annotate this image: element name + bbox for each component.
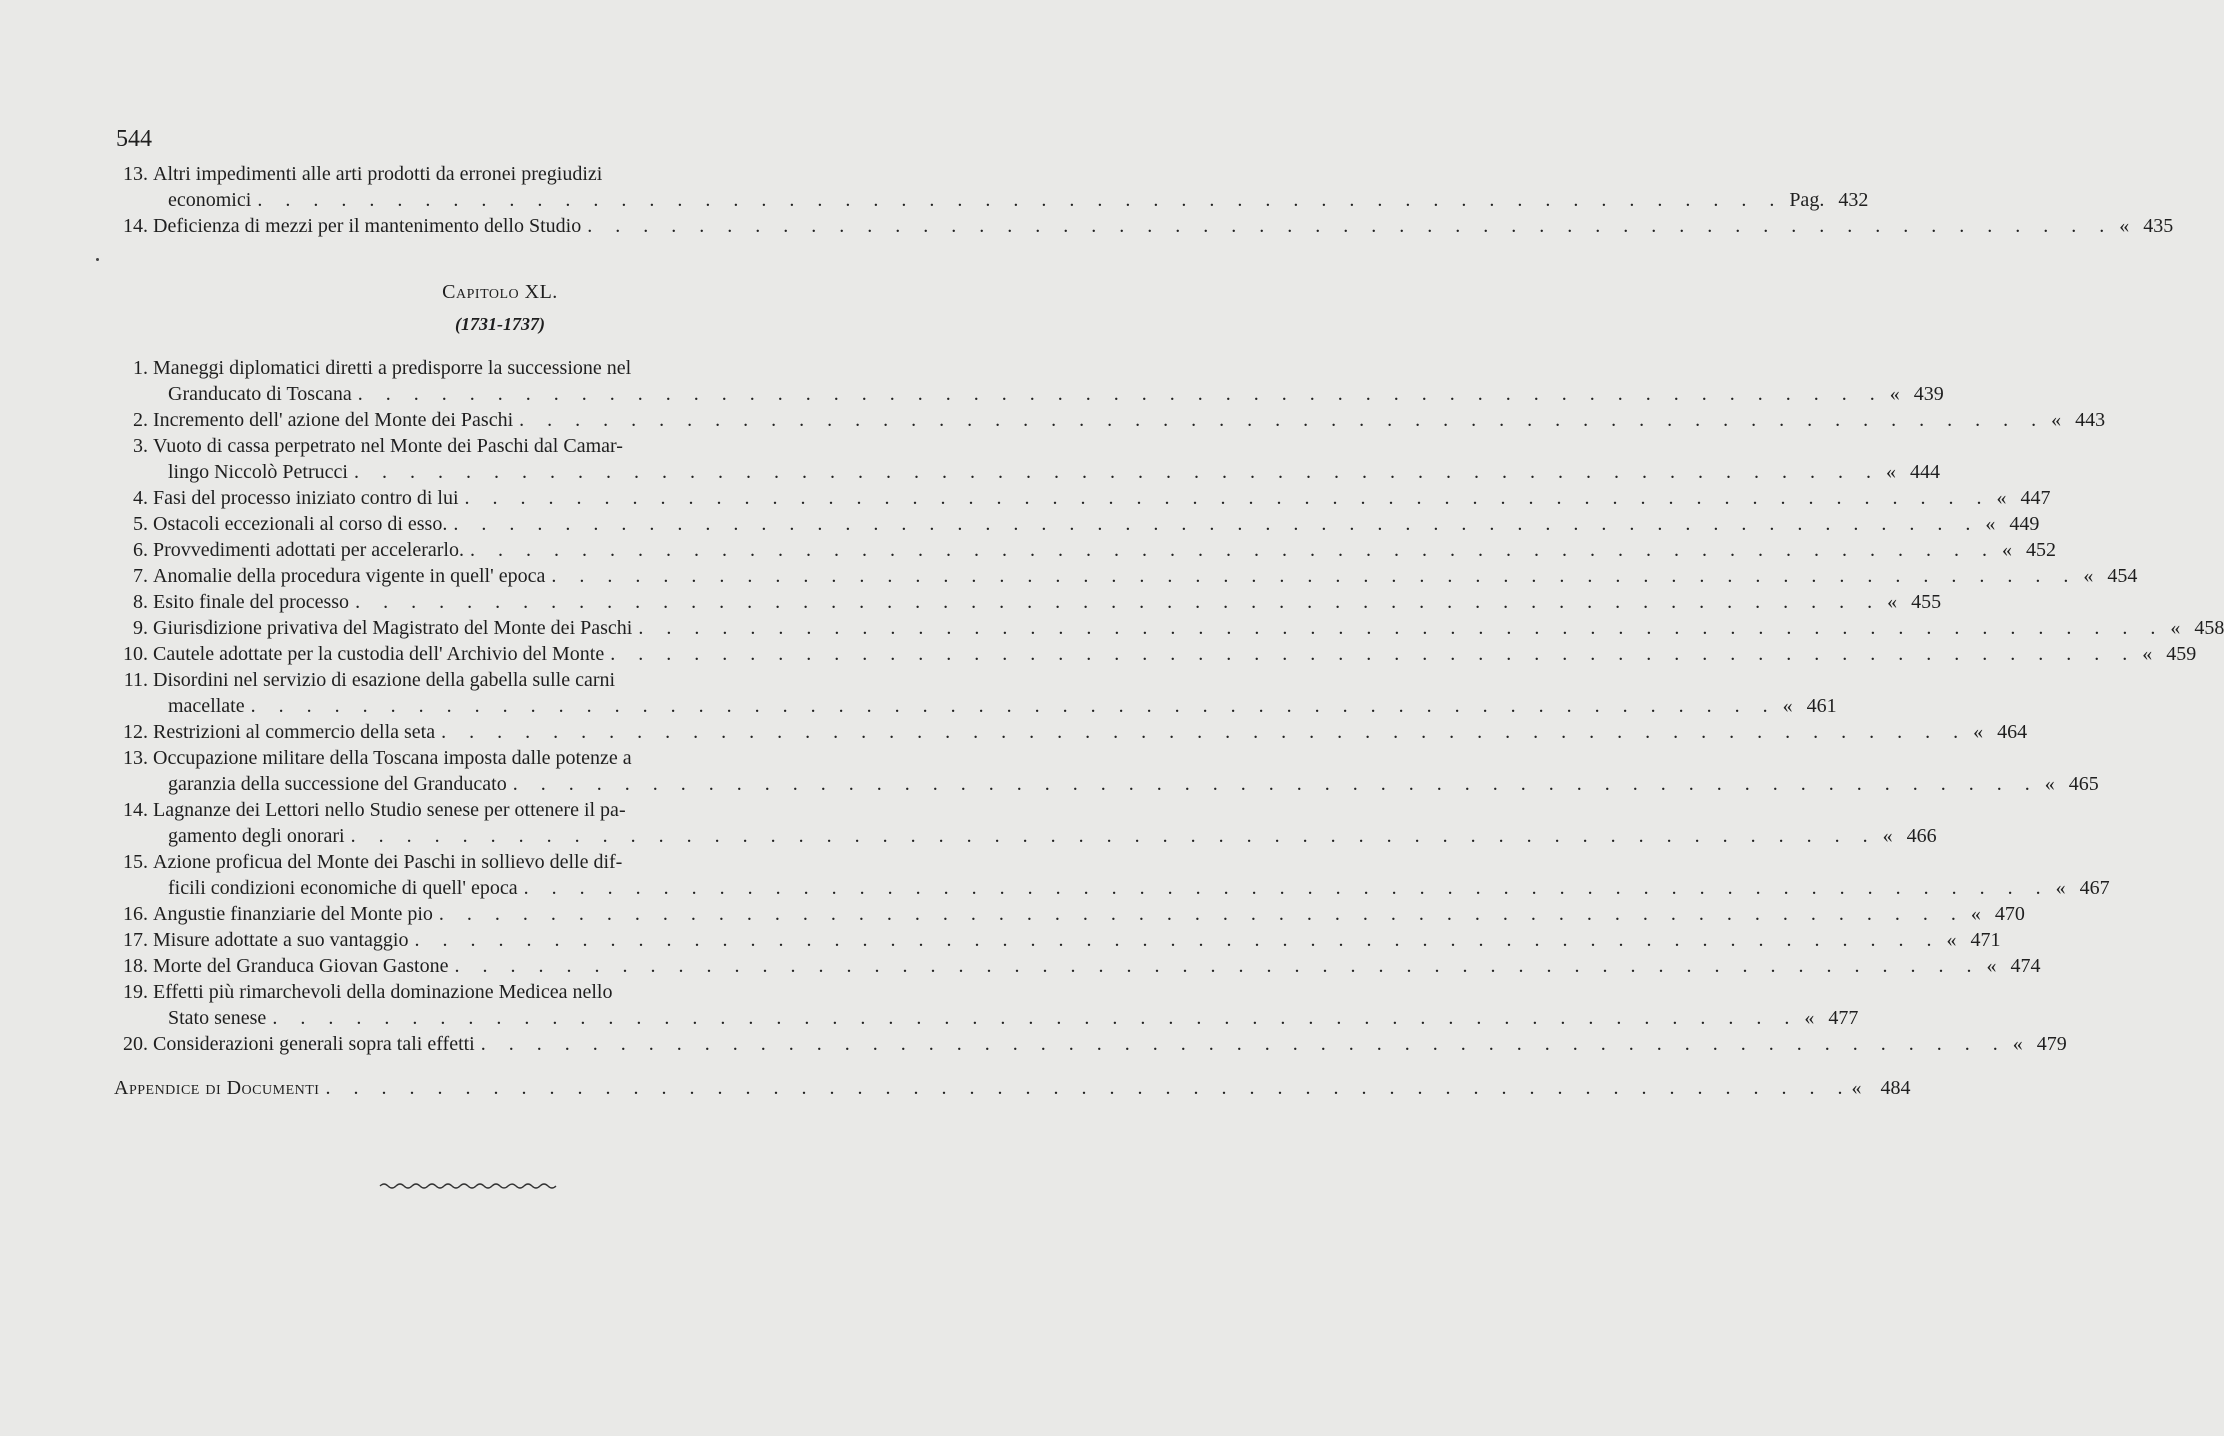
toc-entry-title: Fasi del processo iniziato contro di lui <box>153 487 459 509</box>
toc-entry-title: Maneggi diplomatici diretti a predisporre la successione nel <box>153 357 632 379</box>
toc-entry <box>110 849 2110 901</box>
toc-entry <box>110 511 2040 537</box>
toc-entry-number: 14. <box>123 215 148 237</box>
dot-leader: . . . . . . . . . . . . . . . . . . . . . . . . . . . . . . . . . . . . . . . . . . . . . . . . . . . . . . . <box>441 721 1968 743</box>
toc-entry-page <box>1880 459 1940 485</box>
appendix-entry <box>114 1075 1911 1101</box>
toc-entry-number: 18. <box>123 955 148 977</box>
toc-entry-number: 13. <box>123 747 148 769</box>
page-number-value: 466 <box>1906 825 1937 847</box>
page-number-value: 455 <box>1911 591 1942 613</box>
toc-entry-line <box>110 1005 1859 1031</box>
toc-entry-title: economici <box>168 189 252 211</box>
toc-entry-line <box>110 213 2174 239</box>
toc-entry <box>110 537 2056 563</box>
toc-entry <box>110 953 2041 979</box>
toc-entry-line <box>110 641 2197 667</box>
toc-chapter-entries <box>110 355 2224 1057</box>
page-number-value: 449 <box>2009 513 2040 535</box>
toc-entry-title: Deficienza di mezzi per il mantenimento dello Studio <box>153 215 582 237</box>
page-prefix: « <box>2083 565 2094 587</box>
toc-entry-page <box>2164 615 2224 641</box>
toc-entry-line <box>110 953 2041 979</box>
dot-leader: . . . . . . . . . . . . . . . . . . . . . . . . . . . . . . . . . . . . . . . . . . . . . . . . . . . . . . . <box>551 565 2078 587</box>
toc-entry-line <box>110 537 2056 563</box>
page-prefix: « <box>1885 461 1896 483</box>
page-prefix: « <box>2055 877 2066 899</box>
toc-entry-page <box>2007 1031 2067 1057</box>
page-number-value: 464 <box>1997 721 2028 743</box>
toc-entry-number: 6. <box>133 539 148 561</box>
toc-entry-title: Altri impedimenti alle arti prodotti da erronei pregiudizi <box>153 163 603 185</box>
toc-entry <box>110 1031 2067 1057</box>
toc-entry-number: 1. <box>133 357 148 379</box>
toc-entry-number: 12. <box>123 721 148 743</box>
toc-entry-line <box>110 745 842 771</box>
dot-leader: . . . . . . . . . . . . . . . . . . . . . . . . . . . . . . . . . . . . . . . . . . . . . . . . . . . . . . . <box>453 513 1980 535</box>
toc-entry-title: Occupazione militare della Toscana imposta dalle potenze a <box>153 747 632 769</box>
toc-entry-title: Considerazioni generali sopra tali effetti <box>153 1033 475 1055</box>
toc-entry-page <box>1884 381 1944 407</box>
page-number-value: 458 <box>2194 617 2224 639</box>
dot-leader: . . . . . . . . . . . . . . . . . . . . . . . . . . . . . . . . . . . . . . . . . . . . . . . . . . . . . . . <box>250 695 1777 717</box>
toc-entry <box>110 589 1942 615</box>
toc-entry-number: 10. <box>123 643 148 665</box>
dot-leader: . . . . . . . . . . . . . . . . . . . . . . . . . . . . . . . . . . . . . . . . . . . . . . . . . . . . . . . <box>638 617 2165 639</box>
toc-entry <box>110 213 2174 239</box>
toc-entry-line <box>110 407 2106 433</box>
toc-entry-number: 2. <box>133 409 148 431</box>
toc-entry-line <box>110 187 1869 213</box>
toc-entry <box>110 433 1940 485</box>
page-prefix: « <box>1973 721 1984 743</box>
page-number-value: 470 <box>1994 903 2025 925</box>
dot-leader: . . . . . . . . . . . . . . . . . . . . . . . . . . . . . . . . . . . . . . . . . . . . . . . . . . . . . . . <box>272 1007 1799 1029</box>
toc-entry-page <box>2136 641 2196 667</box>
toc-entry-line <box>110 719 2028 745</box>
page-prefix: « <box>1804 1007 1815 1029</box>
page-prefix: « <box>2044 773 2055 795</box>
toc-entry-line <box>110 511 2040 537</box>
page-number-value: 459 <box>2166 643 2197 665</box>
toc-entry-line <box>110 693 1837 719</box>
page-number-value: 471 <box>1970 929 2001 951</box>
toc-entry-number: 3. <box>133 435 148 457</box>
appendix-label: Appendice di Documenti <box>114 1077 320 1099</box>
toc-entry <box>110 745 2099 797</box>
toc-entry-title: Vuoto di cassa perpetrato nel Monte dei Paschi dal Camar- <box>153 435 623 457</box>
toc-entry-number: 15. <box>123 851 148 873</box>
toc-entry-number: 17. <box>123 929 148 951</box>
toc-entry-title: Morte del Granduca Giovan Gastone <box>153 955 449 977</box>
page-number-value: 461 <box>1806 695 1837 717</box>
toc-entry-line <box>110 615 2224 641</box>
page-number-value: 467 <box>2079 877 2110 899</box>
toc-entry-line <box>110 797 842 823</box>
page-prefix: « <box>1882 825 1893 847</box>
appendix-guillemet: « <box>1851 1077 1862 1099</box>
toc-entry-number: 14. <box>123 799 148 821</box>
toc-entry-title: Granducato di Toscana <box>168 383 352 405</box>
toc-entry-title: gamento degli onorari <box>168 825 345 847</box>
page-prefix: « <box>2170 617 2181 639</box>
dot-leader: . . . . . . . . . . . . . . . . . . . . . . . . . . . . . . . . . . . . . . . . . . . . . . . . . . . . . . . <box>350 825 1877 847</box>
toc-entry-line <box>110 771 2099 797</box>
toc-entry-page <box>1979 511 2039 537</box>
toc-entry-page <box>1798 1005 1858 1031</box>
toc-entry <box>110 979 1859 1031</box>
dot-leader: . . . . . . . . . . . . . . . . . . . . . . . . . . . . . . . . . . . . . . . . . . . . . . . . . . . . . . . <box>414 929 1941 951</box>
toc-entry-number: 13. <box>123 163 148 185</box>
toc-entry <box>110 797 1937 849</box>
dot-leader: . . . . . . . . . . . . . . . . . . . . . . . . . . . . . . . . . . . . . . . . . . . . . . . . . . . . . . . <box>353 461 1880 483</box>
page-prefix: « <box>1996 487 2007 509</box>
toc-entry-title: Incremento dell' azione del Monte dei Paschi <box>153 409 514 431</box>
page-prefix: « <box>1970 903 1981 925</box>
toc-entry-number: 5. <box>133 513 148 535</box>
toc-entry <box>110 641 2197 667</box>
page-number-value: 477 <box>1828 1007 1859 1029</box>
page-prefix: « <box>2001 539 2012 561</box>
toc-entry-line <box>110 459 1940 485</box>
page-number-value: 452 <box>2025 539 2056 561</box>
toc-entry-number: 20. <box>123 1033 148 1055</box>
toc-entry-number: 8. <box>133 591 148 613</box>
toc-entry-line <box>110 901 2025 927</box>
toc-entry-title: lingo Niccolò Petrucci <box>168 461 348 483</box>
toc-entry-line <box>110 927 2001 953</box>
page-prefix: « <box>1985 513 1996 535</box>
toc-entry-title: Provvedimenti adottati per accelerarlo. <box>153 539 464 561</box>
toc-entry-page <box>2077 563 2137 589</box>
dot-leader: . . . . . . . . . . . . . . . . . . . . . . . . . . . . . . . . . . . . . . . . . . . . . . . . . . . . . . . <box>480 1033 2007 1055</box>
page-prefix: « <box>1887 591 1898 613</box>
toc-entry <box>110 485 2051 511</box>
ink-speck <box>96 258 99 261</box>
page-prefix: « <box>2051 409 2062 431</box>
toc-entry-page <box>1980 953 2040 979</box>
dot-leader: . . . . . . . . . . . . . . . . . . . . . . . . . . . . . . . . . . . . . . . . . . . . . . . . . . . . . . . <box>523 877 2050 899</box>
chapter-heading <box>0 281 1000 304</box>
toc-entry-title: Cautele adottate per la custodia dell' Archivio del Monte <box>153 643 605 665</box>
toc-entry <box>110 719 2028 745</box>
page-number: 544 <box>116 126 152 152</box>
toc-entry <box>110 927 2001 953</box>
dot-leader: . . . . . . . . . . . . . . . . . . . . . . . . . . . . . . . . . . . . . . . . . . . . . . . . . . . . . . . <box>610 643 2137 665</box>
dot-leader: . . . . . . . . . . . . . . . . . . . . . . . . . . . . . . . . . . . . . . . . . . . . . . . . . . . . . . . <box>355 591 1882 613</box>
toc-entry-page <box>1877 823 1937 849</box>
toc-entry-line <box>110 485 2051 511</box>
toc-entry <box>110 901 2025 927</box>
toc-entry <box>110 355 1944 407</box>
toc-entry-page <box>2050 875 2110 901</box>
toc-entry-title: Anomalie della procedura vigente in quell' epoca <box>153 565 546 587</box>
toc-entry-page <box>1777 693 1837 719</box>
toc-entry-page <box>1965 901 2025 927</box>
page-number-value: 454 <box>2107 565 2138 587</box>
toc-entry-line <box>110 667 842 693</box>
page-number-value: 444 <box>1909 461 1940 483</box>
toc-entry-title: Effetti più rimarchevoli della dominazione Medicea nello <box>153 981 613 1003</box>
toc-entry-page <box>1991 485 2051 511</box>
toc-entry-page <box>2039 771 2099 797</box>
toc-entry-line <box>110 849 842 875</box>
appendix-page-number: 484 <box>1880 1077 1911 1099</box>
dot-leader: . . . . . . . . . . . . . . . . . . . . . . . . . . . . . . . . . . . . . . . . . . . . . . . . . . . . . . . <box>438 903 1965 925</box>
toc-entry-title: garanzia della successione del Granducato <box>168 773 507 795</box>
toc-entry-page <box>1941 927 2001 953</box>
appendix-page <box>1851 1075 1910 1101</box>
toc-entry <box>110 161 1869 213</box>
dot-leader: . . . . . . . . . . . . . . . . . . . . . . . . . . . . . . . . . . . . . . . . . . . . . . . . . . . . . . . <box>519 409 2046 431</box>
page-prefix: « <box>1986 955 1997 977</box>
page-number-value: 465 <box>2068 773 2099 795</box>
toc-entry-number: 11. <box>123 669 148 691</box>
toc-entry-page <box>1967 719 2027 745</box>
toc-entry-line <box>110 589 1942 615</box>
page-number-value: 474 <box>2010 955 2041 977</box>
page-prefix: « <box>1782 695 1793 717</box>
toc-entry-title: Ostacoli eccezionali al corso di esso. <box>153 513 448 535</box>
chapter-years: (1731-1737) <box>455 314 545 334</box>
toc-entry-line <box>110 355 842 381</box>
toc-entry-number: 4. <box>133 487 148 509</box>
toc-entry-title: Stato senese <box>168 1007 267 1029</box>
appendix-leader: . . . . . . . . . . . . . . . . . . . . . . . . . . . . . . . . . . . . . . . . . . . . . . . . . . . . . . . <box>325 1077 1852 1099</box>
toc-entry <box>110 615 2224 641</box>
page-number-value: 447 <box>2020 487 2051 509</box>
toc-entry-title: Lagnanze dei Lettori nello Studio senese per ottenere il pa- <box>153 799 626 821</box>
page-number-value: 435 <box>2143 215 2174 237</box>
toc-entry-page <box>1996 537 2056 563</box>
toc-entry-line <box>110 563 2138 589</box>
page-number-value: 479 <box>2036 1033 2067 1055</box>
page-prefix: Pag. <box>1789 189 1825 211</box>
toc-entry-number: 19. <box>123 981 148 1003</box>
page-prefix: « <box>1889 383 1900 405</box>
dot-leader: . . . . . . . . . . . . . . . . . . . . . . . . . . . . . . . . . . . . . . . . . . . . . . . . . . . . . . . <box>454 955 1981 977</box>
toc-entry-title: Esito finale del processo <box>153 591 350 613</box>
toc-entry <box>110 563 2138 589</box>
toc-entry-title: Disordini nel servizio di esazione della gabella sulle carni <box>153 669 616 691</box>
toc-entry <box>110 407 2106 433</box>
toc-top-section <box>110 161 2174 239</box>
page-number-value: 432 <box>1838 189 1869 211</box>
toc-entry-number: 7. <box>133 565 148 587</box>
page-prefix: « <box>2012 1033 2023 1055</box>
page-number-value: 439 <box>1913 383 1944 405</box>
page-prefix: « <box>2119 215 2130 237</box>
wavy-ornament-icon <box>380 1181 560 1191</box>
page-prefix: « <box>2142 643 2153 665</box>
toc-entry-page <box>2045 407 2105 433</box>
toc-entry-number: 16. <box>123 903 148 925</box>
page-prefix: « <box>1946 929 1957 951</box>
toc-entry-line <box>110 433 842 459</box>
toc-entry-line <box>110 381 1944 407</box>
toc-entry-line <box>110 979 842 1005</box>
toc-entry-title: Azione proficua del Monte dei Paschi in sollievo delle dif- <box>153 851 623 873</box>
toc-entry-title: Giurisdizione privativa del Magistrato del Monte dei Paschi <box>153 617 633 639</box>
dot-leader: . . . . . . . . . . . . . . . . . . . . . . . . . . . . . . . . . . . . . . . . . . . . . . . . . . . . . . . <box>512 773 2039 795</box>
dot-leader: . . . . . . . . . . . . . . . . . . . . . . . . . . . . . . . . . . . . . . . . . . . . . . . . . . . . . . . <box>257 189 1784 211</box>
toc-entry-title: macellate <box>168 695 245 717</box>
toc-entry-page <box>1881 589 1941 615</box>
dot-leader: . . . . . . . . . . . . . . . . . . . . . . . . . . . . . . . . . . . . . . . . . . . . . . . . . . . . . . . <box>464 487 1991 509</box>
page-number-value: 443 <box>2075 409 2106 431</box>
toc-entry-line <box>110 823 1937 849</box>
dot-leader: . . . . . . . . . . . . . . . . . . . . . . . . . . . . . . . . . . . . . . . . . . . . . . . . . . . . . . . <box>357 383 1884 405</box>
toc-entry <box>110 667 1837 719</box>
toc-entry-page <box>2113 213 2173 239</box>
chapter-title: Capitolo XL. <box>442 281 558 303</box>
toc-entry-line <box>110 161 842 187</box>
toc-entry-title: Restrizioni al commercio della seta <box>153 721 436 743</box>
toc-entry-title: Angustie finanziarie del Monte pio <box>153 903 433 925</box>
toc-entry-title: ficili condizioni economiche di quell' epoca <box>168 877 518 899</box>
toc-entry-line <box>110 875 2110 901</box>
toc-entry-page <box>1783 187 1868 213</box>
toc-entry-line <box>110 1031 2067 1057</box>
toc-entry-title: Misure adottate a suo vantaggio <box>153 929 409 951</box>
dot-leader: . . . . . . . . . . . . . . . . . . . . . . . . . . . . . . . . . . . . . . . . . . . . . . . . . . . . . . . <box>587 215 2114 237</box>
toc-entry-number: 9. <box>133 617 148 639</box>
dot-leader: . . . . . . . . . . . . . . . . . . . . . . . . . . . . . . . . . . . . . . . . . . . . . . . . . . . . . . . <box>469 539 1996 561</box>
